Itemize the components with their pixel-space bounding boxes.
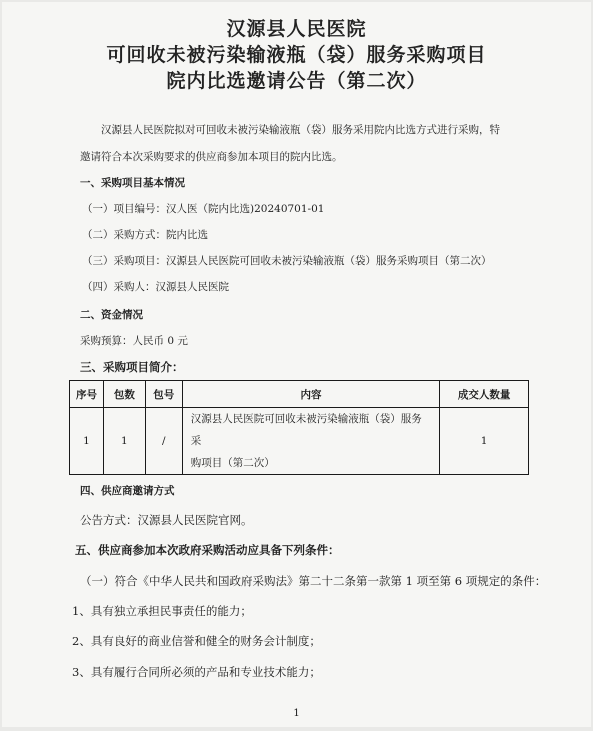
intro-line1: 汉源县人民医院拟对可回收未被污染输液瓶（袋）服务采用院内比选方式进行采购，特	[101, 124, 500, 136]
col-header-content: 内容	[182, 381, 439, 408]
budget: 采购预算：人民币 0 元	[80, 335, 188, 347]
document-title-line2: 可回收未被污染输液瓶（袋）服务采购项目	[106, 44, 487, 66]
cell-content	[182, 408, 439, 475]
document-title-line1: 汉源县人民医院	[226, 18, 367, 40]
requirement-3: 3、具有履行合同所必须的产品和专业技术能力；	[72, 665, 321, 679]
cell-winners: 1	[440, 408, 529, 475]
table-row	[70, 408, 529, 475]
col-header-packages: 包数	[103, 381, 145, 408]
announcement-method: 公告方式：汉源县人民医院官网。	[80, 513, 253, 527]
document-page	[2, 2, 591, 727]
requirement-2: 2、具有良好的商业信誉和健全的财务会计制度；	[72, 634, 321, 648]
section2-heading: 二、资金情况	[80, 309, 143, 321]
cell-package-no: /	[145, 408, 182, 475]
project-number: （一）项目编号：汉人医（院内比选)20240701-01	[82, 203, 325, 215]
cell-content-line2: 购项目（第二次）	[190, 457, 275, 469]
cell-seq: 1	[70, 408, 104, 475]
document-title-line3: 院内比选邀请公告（第二次）	[166, 70, 427, 92]
section4-heading: 四、供应商邀请方式	[80, 485, 175, 497]
project-summary-table	[69, 380, 529, 475]
cell-content-line1: 汉源县人民医院可回收未被污染输液瓶（袋）服务采	[190, 413, 422, 447]
cell-packages: 1	[103, 408, 145, 475]
purchaser: （四）采购人：汉源县人民医院	[82, 281, 229, 293]
section5-heading: 五、供应商参加本次政府采购活动应具备下列条件：	[75, 543, 340, 557]
condition-sub1: （一）符合《中华人民共和国政府采购法》第二十二条第一款第 1 项至第 6 项规定的条件：	[80, 574, 547, 588]
section3-heading: 三、采购项目简介：	[80, 360, 184, 374]
col-header-package-no: 包号	[145, 381, 182, 408]
table-header-row	[70, 381, 529, 408]
section1-heading: 一、采购项目基本情况	[80, 177, 185, 189]
procurement-method: （二）采购方式：院内比选	[82, 229, 208, 241]
procurement-project: （三）采购项目：汉源县人民医院可回收未被污染输液瓶（袋）服务采购项目（第二次）	[82, 255, 492, 267]
col-header-seq: 序号	[70, 381, 104, 408]
requirement-1: 1、具有独立承担民事责任的能力；	[72, 604, 252, 618]
intro-line2: 邀请符合本次采购要求的供应商参加本项目的院内比选。	[80, 151, 343, 163]
col-header-winners: 成交人数量	[440, 381, 529, 408]
page-number: 1	[293, 708, 300, 719]
